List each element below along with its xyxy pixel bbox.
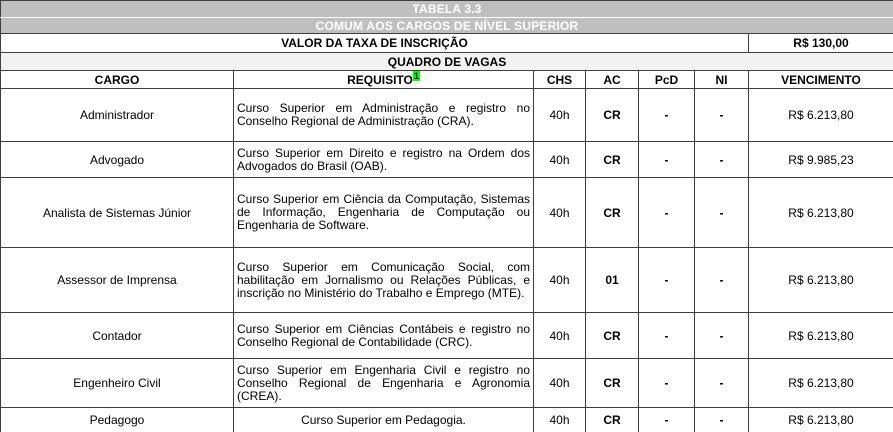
pcd-cell: - bbox=[639, 359, 695, 408]
pcd-cell: - bbox=[639, 248, 695, 313]
ac-cell: CR bbox=[586, 142, 639, 178]
col-header-ac: AC bbox=[586, 71, 639, 89]
requisito-cell: Curso Superior em Pedagogia. bbox=[234, 408, 534, 432]
cargo-cell: Engenheiro Civil bbox=[1, 359, 234, 408]
requisito-cell: Curso Superior em Ciência da Computação, Sistemas de Informação, Engenharia de Computação ou Engenharia de Software. bbox=[234, 178, 534, 248]
ac-cell: CR bbox=[586, 178, 639, 248]
table-row bbox=[1, 359, 893, 408]
section-row bbox=[1, 53, 893, 71]
table-row bbox=[1, 313, 893, 359]
chs-cell: 40h bbox=[534, 178, 586, 248]
cargo-cell: Pedagogo bbox=[1, 408, 234, 432]
chs-cell: 40h bbox=[534, 359, 586, 408]
cargo-cell: Contador bbox=[1, 313, 234, 359]
ni-cell: - bbox=[695, 359, 749, 408]
ac-cell: CR bbox=[586, 313, 639, 359]
vencimento-cell: R$ 6.213,80 bbox=[749, 89, 893, 142]
pcd-cell: - bbox=[639, 142, 695, 178]
cargo-cell: Advogado bbox=[1, 142, 234, 178]
chs-cell: 40h bbox=[534, 313, 586, 359]
vencimento-cell: R$ 9.985,23 bbox=[749, 142, 893, 178]
fee-label: VALOR DA TAXA DE INSCRIÇÃO bbox=[1, 34, 749, 53]
col-header-cargo: CARGO bbox=[1, 71, 234, 89]
fee-value: R$ 130,00 bbox=[749, 34, 893, 53]
cargo-cell: Analista de Sistemas Júnior bbox=[1, 178, 234, 248]
requisito-cell: Curso Superior em Comunicação Social, com habilitação em Jornalismo ou Relações Públicas, e inscrição no Ministério do Trabalho e Emprego (MTE). bbox=[234, 248, 534, 313]
col-header-chs: CHS bbox=[534, 71, 586, 89]
vencimento-cell: R$ 6.213,80 bbox=[749, 313, 893, 359]
ni-cell: - bbox=[695, 313, 749, 359]
ni-cell: - bbox=[695, 248, 749, 313]
col-header-ni: NI bbox=[695, 71, 749, 89]
chs-cell: 40h bbox=[534, 408, 586, 432]
vencimento-cell: R$ 6.213,80 bbox=[749, 248, 893, 313]
footnote-marker-highlight: 1 bbox=[413, 71, 419, 81]
section-label: QUADRO DE VAGAS bbox=[1, 53, 893, 71]
vencimento-cell: R$ 6.213,80 bbox=[749, 178, 893, 248]
requisito-cell: Curso Superior em Ciências Contábeis e registro no Conselho Regional de Contabilidade (CRC). bbox=[234, 313, 534, 359]
vencimento-cell: R$ 6.213,80 bbox=[749, 408, 893, 432]
vencimento-cell: R$ 6.213,80 bbox=[749, 359, 893, 408]
ac-cell: CR bbox=[586, 89, 639, 142]
chs-cell: 40h bbox=[534, 89, 586, 142]
col-header-requisito bbox=[234, 71, 534, 89]
table-row bbox=[1, 408, 893, 432]
ac-cell: CR bbox=[586, 408, 639, 432]
table-row bbox=[1, 178, 893, 248]
pcd-cell: - bbox=[639, 178, 695, 248]
table-row bbox=[1, 142, 893, 178]
table-row bbox=[1, 89, 893, 142]
table-row bbox=[1, 248, 893, 313]
requisito-cell: Curso Superior em Administração e registro no Conselho Regional de Administração (CRA). bbox=[234, 89, 534, 142]
col-header-vencimento: VENCIMENTO bbox=[749, 71, 893, 89]
pcd-cell: - bbox=[639, 408, 695, 432]
requisito-cell: Curso Superior em Engenharia Civil e registro no Conselho Regional de Engenharia e Agronomia (CREA). bbox=[234, 359, 534, 408]
cargo-cell: Administrador bbox=[1, 89, 234, 142]
ni-cell: - bbox=[695, 142, 749, 178]
pcd-cell: - bbox=[639, 89, 695, 142]
ni-cell: - bbox=[695, 408, 749, 432]
chs-cell: 40h bbox=[534, 248, 586, 313]
table-subtitle-row bbox=[1, 18, 893, 34]
chs-cell: 40h bbox=[534, 142, 586, 178]
header-row bbox=[1, 71, 893, 89]
table-subtitle: COMUM AOS CARGOS DE NÍVEL SUPERIOR bbox=[1, 18, 893, 34]
ac-cell: CR bbox=[586, 359, 639, 408]
pcd-cell: - bbox=[639, 313, 695, 359]
table-title-row bbox=[1, 1, 893, 18]
requisito-cell: Curso Superior em Direito e registro na Ordem dos Advogados do Brasil (OAB). bbox=[234, 142, 534, 178]
table-title: TABELA 3.3 bbox=[1, 1, 893, 18]
ni-cell: - bbox=[695, 89, 749, 142]
fee-row bbox=[1, 34, 893, 53]
col-header-requisito-label: REQUISITO bbox=[347, 73, 413, 87]
ac-cell: 01 bbox=[586, 248, 639, 313]
cargo-cell: Assessor de Imprensa bbox=[1, 248, 234, 313]
ni-cell: - bbox=[695, 178, 749, 248]
col-header-pcd: PcD bbox=[639, 71, 695, 89]
